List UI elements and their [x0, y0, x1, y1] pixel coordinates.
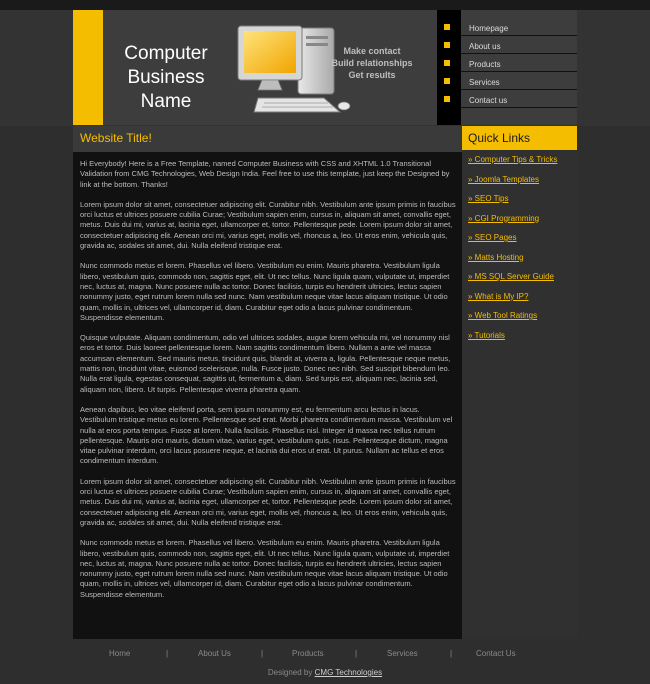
quick-link[interactable]: » Computer Tips & Tricks: [468, 155, 558, 164]
paragraph: Nunc commodo metus et lorem. Phasellus vel libero. Vestibulum eu enim. Mauris pharetra. Vestibulum ligula libero, vestibulum quis, commodo non, sagittis eget, elit. Ut nec tellus. Nunc ligula quam, vulputate ut, imperdiet nec, luctus at, magna. Nunc posuere nulla ac tortor. Donec facilisis, turpis eu hendrerit ultricies, lectus sapien nonummy justo, eget rutrum lorem nulla sed nunc. Nam vestibulum neque vitae lacus aliquam tristique. Ut odio quam, mollis in, ultrices vel, ullamcorper id, diam. Curabitur eget odio a lacus pulvinar condimentum. Suspendisse elementum.: [80, 261, 450, 322]
footer-link-products[interactable]: Products: [292, 649, 324, 658]
quick-link[interactable]: » What is My IP?: [468, 291, 529, 301]
nav-item-services[interactable]: [461, 72, 577, 90]
paragraph: Aenean dapibus, leo vitae eleifend porta, sem ipsum nonummy est, eu fermentum arcu lectus in lacus. Vestibulum tristique metus eu lorem. Pellentesque sed erat. Morbi pharetra condimentum massa. Vestibulum vel nulla at eros porta tempus. Fusce at lorem. Nulla facilisis. Phasellus nisl. Integer id massa nec tellus rutrum pellentesque. Mauris orci mauris, dictum vitae, varius eget, vestibulum quis, risus. Pellentesque dictum, magna vitae pulvinar interdum, orci lacus posuere neque, et lacinia dui eros ut erat. Ut purus. Nullam ac tellus et eros condimentum interdum.: [80, 404, 453, 466]
company-name: [109, 42, 223, 114]
top-strip: [0, 0, 650, 10]
quick-links-title: Quick Links: [468, 131, 531, 145]
quick-links-list: [468, 155, 576, 350]
bullet-icon: [444, 24, 450, 30]
quick-links-header: [462, 126, 577, 150]
footer-link-services[interactable]: Services: [387, 649, 418, 658]
footer-separator: |: [166, 649, 169, 658]
quick-link[interactable]: » Matts Hosting: [468, 252, 524, 262]
top-nav: [461, 18, 577, 108]
nav-item-about-us[interactable]: [461, 36, 577, 54]
nav-item-homepage[interactable]: [461, 18, 577, 36]
quick-link[interactable]: » SEO Tips: [468, 194, 509, 203]
company-name-line: Business: [127, 67, 205, 88]
header-tagline: [328, 45, 416, 81]
nav-item-products[interactable]: [461, 54, 577, 72]
credit-link[interactable]: CMG Technologies: [314, 668, 383, 677]
designed-by-label: Designed by: [267, 668, 313, 677]
bullet-icon: [444, 78, 450, 84]
company-name-line: Computer: [124, 43, 208, 64]
nav-link[interactable]: Products: [469, 60, 501, 69]
nav-link[interactable]: About us: [469, 42, 501, 51]
bullet-icon: [444, 96, 450, 102]
footer-separator: |: [261, 649, 264, 658]
main-content: [73, 126, 462, 639]
footer-link-contact-us[interactable]: Contact Us: [476, 649, 516, 658]
footer-credit: [73, 668, 577, 677]
nav-link[interactable]: Contact us: [469, 96, 508, 105]
paragraph: Nunc commodo metus et lorem. Phasellus vel libero. Vestibulum eu enim. Mauris pharetra. Vestibulum ligula libero, vestibulum quis, commodo non, sagittis eget, elit. Ut nec tellus. Nunc ligula quam, vulputate ut, imperdiet nec, luctus at, magna. Nunc posuere nulla ac tortor. Donec facilisis, turpis eu hendrerit ultricies, lectus sapien nonummy justo, eget rutrum lorem nulla sed nunc. Nam vestibulum neque vitae lacus aliquam tristique. Ut odio quam, mollis in, ultrices vel, ullamcorper id, diam. Curabitur eget odio a lacus pulvinar condimentum. Suspendisse elementum.: [80, 538, 450, 599]
quick-link[interactable]: » Joomla Templates: [468, 174, 539, 184]
quick-link[interactable]: » SEO Pages: [468, 233, 517, 242]
content-body: [80, 159, 457, 610]
company-name-line: Name: [140, 91, 192, 112]
paragraph: Hi Everybody! Here is a Free Template, named Computer Business with CSS and XHTML 1.0 Transitional Validation from CMG Technologies, Web Design India. Feel free to use this template, just keep the Designed by link at the bottom. Thanks!: [80, 159, 450, 189]
footer-link-about-us[interactable]: About Us: [198, 649, 231, 658]
brand-accent-bar: [73, 10, 103, 125]
paragraph: Lorem ipsum dolor sit amet, consectetuer adipiscing elit. Curabitur nibh. Vestibulum ante ipsum primis in faucibus orci luctus et ultrices posuere cubilia Curae; Vestibulum sapien enim, cursus in, aliquam sit amet, convallis eget, metus. Duis dui mi, varius at, lacinia eget, ullamcorper et, tortor. Pellentesque pede. Lorem ipsum dolor sit amet, consectetuer adipiscing elit. Aenean orci mi, varius eget, mollis vel, rhoncus a, leo. Ut eros enim, vehicula quis, gravida ac, sodales sit amet, dui. Nulla eleifend tristique erat.: [80, 199, 456, 251]
footer-nav: [73, 649, 577, 661]
site-header: [73, 10, 577, 125]
footer-separator: |: [355, 649, 358, 658]
tagline-line: Get results: [348, 70, 396, 80]
tagline-line: Make contact: [343, 46, 401, 56]
content-title-bar: [73, 126, 462, 152]
footer-separator: |: [450, 649, 453, 658]
footer-link-home[interactable]: Home: [109, 649, 131, 658]
nav-item-contact-us[interactable]: [461, 90, 577, 108]
quick-link[interactable]: » Web Tool Ratings: [468, 311, 538, 320]
page-title: Website Title!: [80, 131, 152, 145]
bullet-icon: [444, 60, 450, 66]
quick-link[interactable]: » CGI Programming: [468, 213, 540, 223]
nav-link[interactable]: Services: [469, 78, 500, 87]
site-footer: [73, 639, 577, 684]
quick-links-sidebar: [462, 126, 577, 639]
nav-link[interactable]: Homepage: [469, 24, 509, 33]
tagline-line: Build relationships: [331, 58, 413, 68]
paragraph: Lorem ipsum dolor sit amet, consectetuer adipiscing elit. Curabitur nibh. Vestibulum ante ipsum primis in faucibus orci luctus et ultrices posuere cubilia Curae; Vestibulum sapien enim, cursus in, aliquam sit amet, convallis eget, metus. Duis dui mi, varius at, lacinia eget, ullamcorper et, tortor. Pellentesque pede. Lorem ipsum dolor sit amet, consectetuer adipiscing elit. Aenean orci mi, varius eget, mollis vel, rhoncus a, leo. Ut eros enim, vehicula quis, gravida ac, sodales sit amet, dui. Nulla eleifend tristique erat.: [80, 476, 456, 527]
quick-link[interactable]: » MS SQL Server Guide: [468, 272, 554, 281]
paragraph: Quisque vulputate. Aliquam condimentum, odio vel ultrices sodales, augue lorem vehicula mi, vel nonummy nisl eros et tortor. Duis laoreet pellentesque lorem. Nam sagittis condimentum libero. Nullam a ante vel massa accumsan elementum. Sed mauris metus, tincidunt quis, blandit at, viverra a, ligula. Pellentesque neque metus, mattis non, tincidunt vitae, euismod scelerisque, nulla. Fusce justo. Donec nec nibh. Sed suscipit bibendum leo. Nulla erat ligula, egestas consequat, sagittis ut, fermentum a, diam. Sed turpis est, aliquam nec, lacinia sed, aliquam non, libero. Ut turpis. Pellentesque viverra pharetra quam.: [80, 333, 451, 394]
bullet-icon: [444, 42, 450, 48]
quick-link[interactable]: » Tutorials: [468, 330, 505, 340]
